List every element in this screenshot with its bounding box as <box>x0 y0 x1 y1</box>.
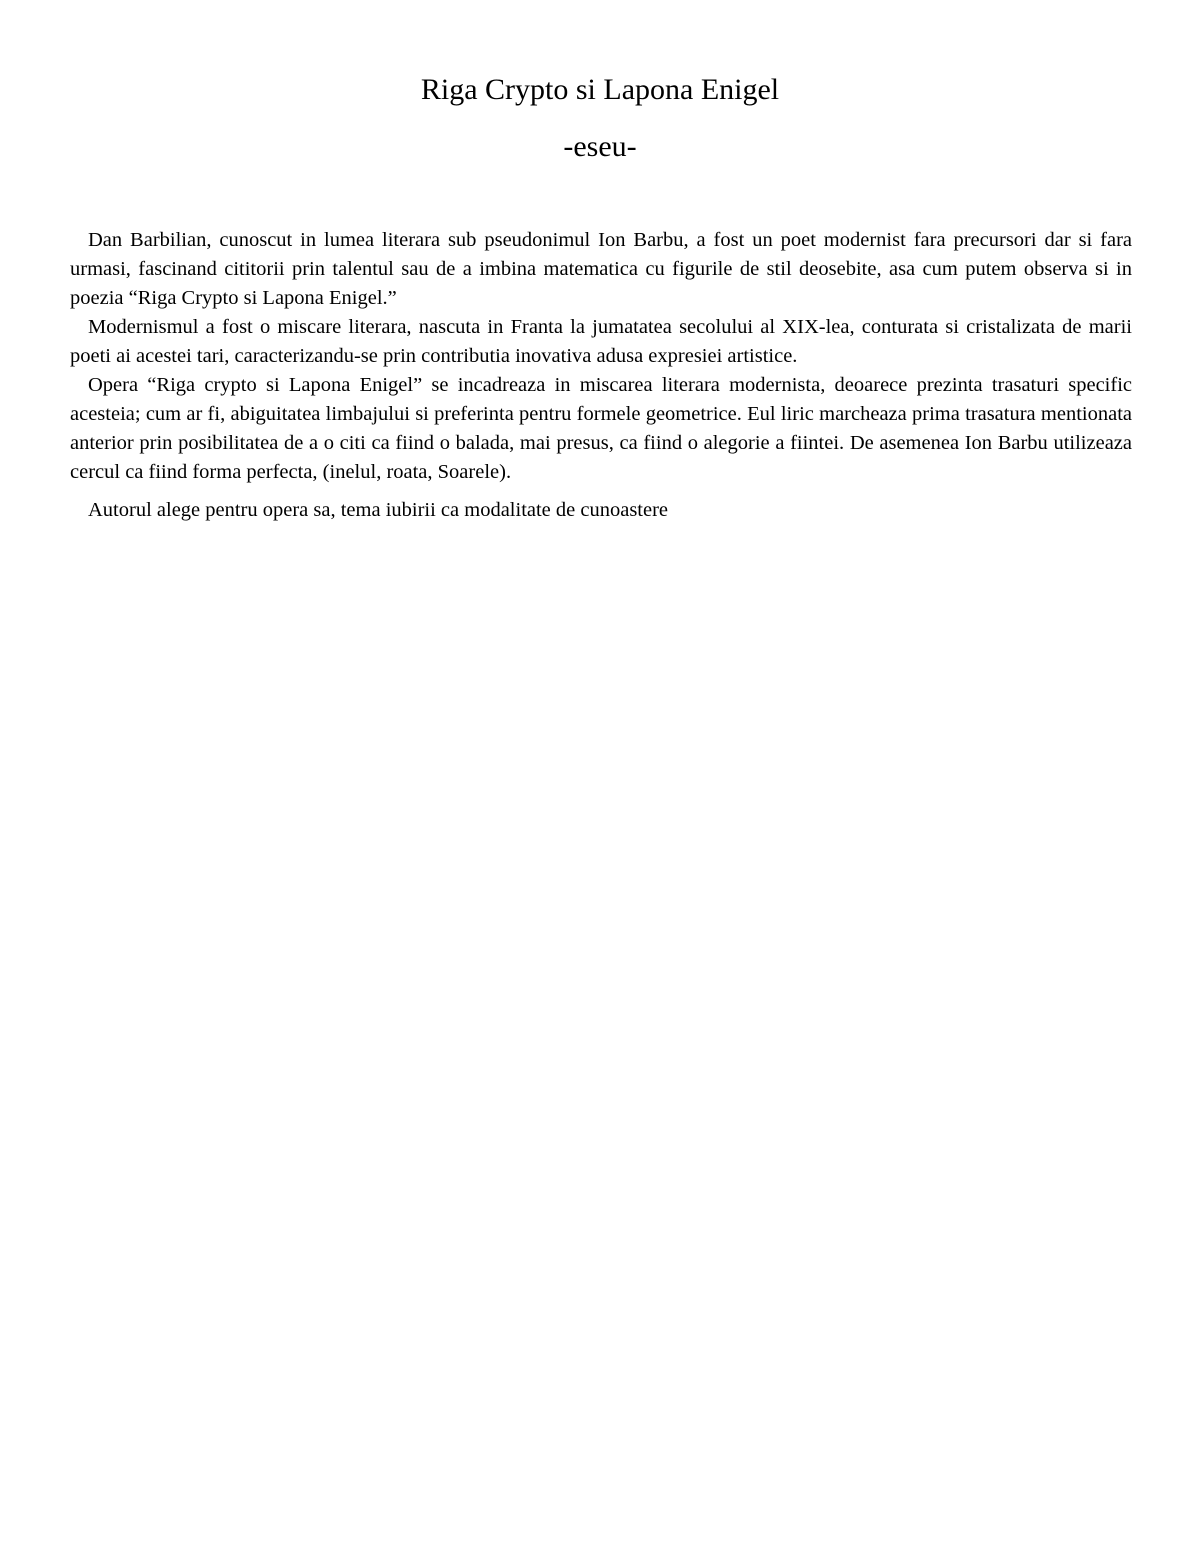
paragraph-opera: Opera “Riga crypto si Lapona Enigel” se incadreaza in miscarea literara modernista, deoarece prezinta trasaturi specific acesteia; cum ar fi, abiguitatea limbajului si preferinta pentru formele geometrice. Eul liric marcheaza prima trasatura mentionata anterior prin posibilitatea de a o citi ca fiind o balada, mai presus, ca fiind o alegorie a fiintei. De asemenea Ion Barbu utilizeaza cercul ca fiind forma perfecta, (inelul, roata, Soarele). <box>70 374 1132 483</box>
document-subtitle: -eseu- <box>563 130 637 163</box>
document-title: Riga Crypto si Lapona Enigel <box>420 73 780 106</box>
document-body <box>70 226 1132 525</box>
paragraph-intro: Dan Barbilian, cunoscut in lumea literara sub pseudonimul Ion Barbu, a fost un poet modernist fara precursori dar si fara urmasi, fascinand cititorii prin talentul sau de a imbina matematica cu figurile de stil deosebite, asa cum putem observa si in poezia “Riga Crypto si Lapona Enigel.” <box>70 229 1132 309</box>
paragraph-modernism: Modernismul a fost o miscare literara, nascuta in Franta la jumatatea secolului al XIX-lea, conturata si cristalizata de marii poeti ai acestei tari, caracterizandu-se prin contributia inovativa adusa expresiei artistice. <box>70 316 1132 367</box>
paragraph-theme: Autorul alege pentru opera sa, tema iubirii ca modalitate de cunoastere <box>88 499 669 521</box>
